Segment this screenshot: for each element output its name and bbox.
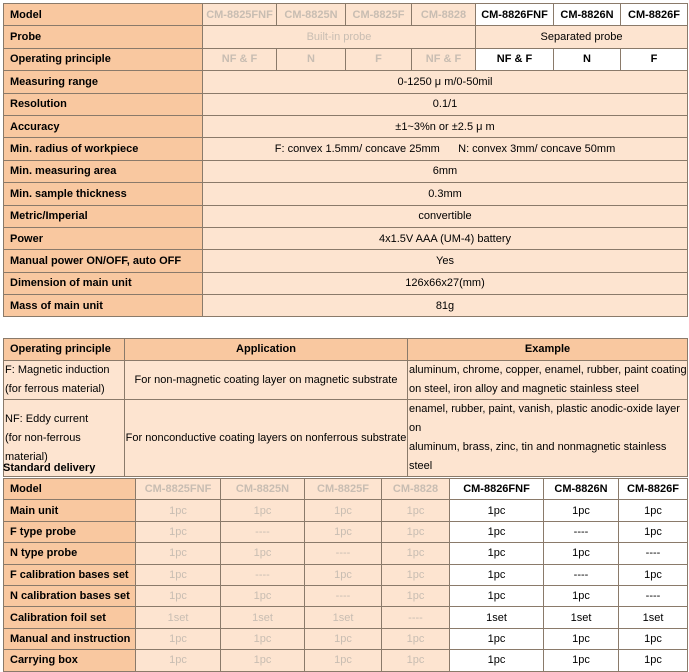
delivery-item-label: N calibration bases set (4, 585, 136, 606)
application-row (4, 400, 688, 477)
spec-label: Metric/Imperial (4, 205, 203, 227)
model-label: Model (4, 4, 203, 26)
model-cm-8828: CM-8828 (382, 479, 450, 500)
delivery-qty: ---- (221, 521, 305, 542)
delivery-qty: 1pc (136, 521, 221, 542)
delivery-qty: 1pc (305, 650, 382, 671)
delivery-qty: 1pc (450, 543, 544, 564)
delivery-qty: 1set (619, 607, 688, 628)
delivery-row (4, 564, 688, 585)
delivery-qty: 1pc (136, 628, 221, 649)
example-cell (408, 361, 688, 400)
delivery-qty: 1pc (382, 543, 450, 564)
delivery-qty: 1pc (619, 521, 688, 542)
delivery-row (4, 585, 688, 606)
model-cm-8826fnf: CM-8826FNF (450, 479, 544, 500)
delivery-qty: 1pc (136, 650, 221, 671)
delivery-item-label: Main unit (4, 500, 136, 521)
example-line: on steel, iron alloy and magnetic stainless steel (409, 383, 639, 395)
delivery-qty: 1pc (450, 650, 544, 671)
delivery-row (4, 521, 688, 542)
model-cm-8825fnf: CM-8825FNF (136, 479, 221, 500)
delivery-qty: 1pc (305, 564, 382, 585)
delivery-qty: 1set (544, 607, 619, 628)
delivery-item-label: Manual and instruction (4, 628, 136, 649)
example-line: aluminum, chrome, copper, enamel, rubber, paint coating (409, 364, 687, 376)
delivery-row (4, 650, 688, 671)
delivery-qty: 1pc (619, 650, 688, 671)
delivery-qty: 1pc (305, 500, 382, 521)
principle-cell: NF & F (476, 48, 554, 70)
model-cm-8826fnf: CM-8826FNF (476, 4, 554, 26)
delivery-qty: 1pc (544, 543, 619, 564)
delivery-qty: 1pc (450, 564, 544, 585)
principle-cell: NF & F (412, 48, 476, 70)
delivery-qty: 1pc (221, 585, 305, 606)
delivery-qty: ---- (544, 521, 619, 542)
spec-row (4, 272, 688, 294)
principle-cell: NF & F (203, 48, 277, 70)
spec-row (4, 93, 688, 115)
delivery-item-label: N type probe (4, 543, 136, 564)
principle-label: Operating principle (4, 48, 203, 70)
model-cm-8825fnf: CM-8825FNF (203, 4, 277, 26)
spec-value: 0.3mm (203, 183, 688, 205)
spec-value: 4x1.5V AAA (UM-4) battery (203, 227, 688, 249)
spec-row (4, 71, 688, 93)
model-cm-8828: CM-8828 (412, 4, 476, 26)
delivery-qty: 1pc (450, 585, 544, 606)
model-cm-8826n: CM-8826N (544, 479, 619, 500)
delivery-qty: 1pc (136, 585, 221, 606)
delivery-qty: 1pc (382, 585, 450, 606)
probe-label: Probe (4, 26, 203, 48)
delivery-qty: 1pc (305, 628, 382, 649)
header-example: Example (408, 339, 688, 361)
delivery-header-row (4, 479, 688, 500)
application-table (3, 338, 688, 477)
delivery-qty: 1pc (382, 500, 450, 521)
delivery-body (4, 500, 688, 671)
delivery-qty: 1pc (305, 521, 382, 542)
delivery-item-label: Carrying box (4, 650, 136, 671)
spec-label: Min. radius of workpiece (4, 138, 203, 160)
example-cell (408, 400, 688, 477)
delivery-qty: ---- (221, 564, 305, 585)
spec-label: Manual power ON/OFF, auto OFF (4, 250, 203, 272)
spec-row (4, 250, 688, 272)
spec-label: Mass of main unit (4, 295, 203, 317)
delivery-qty: ---- (619, 543, 688, 564)
delivery-qty: ---- (305, 543, 382, 564)
delivery-table (3, 478, 688, 672)
delivery-qty: ---- (619, 585, 688, 606)
spec-label: Min. sample thickness (4, 183, 203, 205)
delivery-qty: ---- (544, 564, 619, 585)
spec-label: Resolution (4, 93, 203, 115)
model-cm-8826n: CM-8826N (554, 4, 621, 26)
delivery-qty: 1pc (221, 500, 305, 521)
application-row (4, 361, 688, 400)
delivery-qty: 1pc (544, 628, 619, 649)
model-cm-8825n: CM-8825N (277, 4, 346, 26)
delivery-qty: 1pc (450, 628, 544, 649)
delivery-qty: 1pc (619, 564, 688, 585)
principle-note: (for ferrous material) (5, 383, 105, 395)
spec-value: convertible (203, 205, 688, 227)
spec-value: Yes (203, 250, 688, 272)
spec-label: Accuracy (4, 115, 203, 137)
spec-row (4, 160, 688, 182)
principle-cell: N (554, 48, 621, 70)
example-line: aluminum, brass, zinc, tin and nonmagnetic stainless steel (409, 441, 667, 472)
delivery-qty: 1set (221, 607, 305, 628)
application-cell: For non-magnetic coating layer on magnetic substrate (125, 361, 408, 400)
delivery-qty: 1pc (544, 585, 619, 606)
spec-row (4, 227, 688, 249)
delivery-qty: 1pc (450, 521, 544, 542)
principle-row (4, 48, 688, 70)
specification-table (3, 3, 688, 317)
principle-name: NF: Eddy current (5, 412, 89, 425)
spec-value: 81g (203, 295, 688, 317)
spec-row (4, 295, 688, 317)
spec-row (4, 205, 688, 227)
spec-value: 0-1250 μ m/0-50mil (203, 71, 688, 93)
spec-row (4, 115, 688, 137)
delivery-qty: 1pc (382, 650, 450, 671)
delivery-qty: 1pc (221, 628, 305, 649)
model-cm-8826f: CM-8826F (621, 4, 688, 26)
delivery-qty: 1set (136, 607, 221, 628)
probe-row (4, 26, 688, 48)
delivery-model-label: Model (4, 479, 136, 500)
header-operating-principle: Operating principle (4, 339, 125, 361)
delivery-item-label: Calibration foil set (4, 607, 136, 628)
principle-cell: F (621, 48, 688, 70)
delivery-qty: ---- (382, 607, 450, 628)
example-line: enamel, rubber, paint, vanish, plastic anodic-oxide layer on (409, 403, 680, 434)
delivery-qty: 1set (305, 607, 382, 628)
principle-note: (for non-ferrous material) (5, 431, 81, 463)
delivery-qty: 1pc (382, 564, 450, 585)
delivery-qty: 1pc (619, 500, 688, 521)
application-cell: For nonconductive coating layers on nonferrous substrate (125, 400, 408, 477)
spec-value: F: convex 1.5mm/ concave 25mm N: convex 3mm/ concave 50mm (203, 138, 688, 160)
spec-value: 126x66x27(mm) (203, 272, 688, 294)
delivery-item-label: F type probe (4, 521, 136, 542)
delivery-qty: 1pc (382, 628, 450, 649)
model-cm-8826f: CM-8826F (619, 479, 688, 500)
delivery-qty: 1pc (619, 628, 688, 649)
principle-cell: F (346, 48, 412, 70)
spec-label: Measuring range (4, 71, 203, 93)
delivery-row (4, 607, 688, 628)
delivery-qty: 1pc (450, 500, 544, 521)
spec-row (4, 138, 688, 160)
delivery-qty: 1pc (544, 500, 619, 521)
application-header-row (4, 339, 688, 361)
spec-value: ±1~3%n or ±2.5 μ m (203, 115, 688, 137)
delivery-item-label: F calibration bases set (4, 564, 136, 585)
delivery-qty: 1set (450, 607, 544, 628)
probe-builtin: Built-in probe (203, 26, 476, 48)
delivery-qty: 1pc (136, 500, 221, 521)
model-cm-8825f: CM-8825F (346, 4, 412, 26)
spec-label: Power (4, 227, 203, 249)
delivery-row (4, 500, 688, 521)
delivery-qty: 1pc (544, 650, 619, 671)
spec-row (4, 183, 688, 205)
delivery-qty: 1pc (136, 543, 221, 564)
model-cm-8825f: CM-8825F (305, 479, 382, 500)
delivery-qty: 1pc (382, 521, 450, 542)
principle-cell: N (277, 48, 346, 70)
header-application: Application (125, 339, 408, 361)
standard-delivery-title: Standard delivery (3, 462, 96, 474)
principle-cell (4, 361, 125, 400)
model-cm-8825n: CM-8825N (221, 479, 305, 500)
principle-name: F: Magnetic induction (5, 364, 110, 376)
delivery-qty: 1pc (221, 543, 305, 564)
spec-value: 0.1/1 (203, 93, 688, 115)
probe-separated: Separated probe (476, 26, 688, 48)
spec-label: Min. measuring area (4, 160, 203, 182)
model-header-row (4, 4, 688, 26)
delivery-row (4, 543, 688, 564)
delivery-row (4, 628, 688, 649)
delivery-qty: 1pc (221, 650, 305, 671)
spec-label: Dimension of main unit (4, 272, 203, 294)
spec-value: 6mm (203, 160, 688, 182)
delivery-qty: ---- (305, 585, 382, 606)
delivery-qty: 1pc (136, 564, 221, 585)
